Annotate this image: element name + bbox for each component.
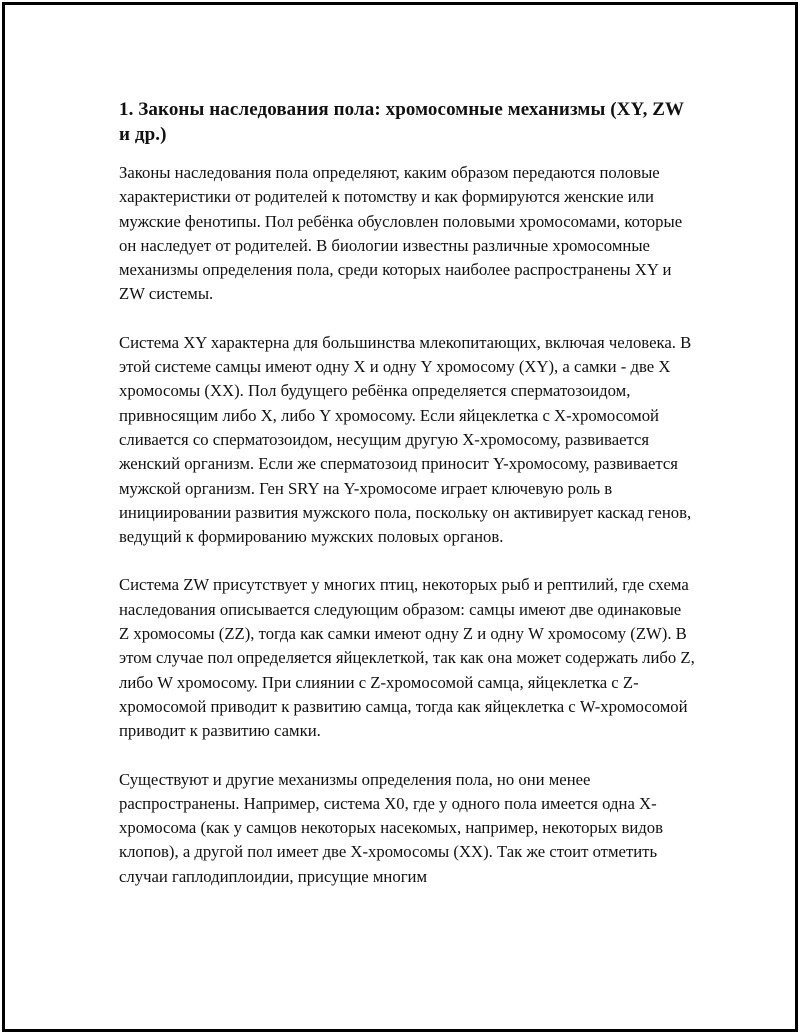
document-body bbox=[119, 97, 695, 913]
page-border bbox=[2, 2, 798, 1032]
paragraph-intro: Законы наследования пола определяют, каким образом передаются половые характеристики от родителей к потомству и как формируются женские или мужские фенотипы. Пол ребёнка обусловлен половыми хромосомами, которые он наследует от родителей. В биологии известны различные хромосомные механизмы определения пола, среди которых наиболее распространены XY и ZW системы. bbox=[119, 163, 683, 304]
paragraph-other-systems: Существуют и другие механизмы определения пола, но они менее распространены. Например, система X0, где у одного пола имеется одна X-хромосома (как у самцов некоторых насекомых, например, некоторых видов клопов), а другой пол имеет две X-хромосомы (XX). Так же стоит отметить случаи гаплодиплоидии, присущие многим bbox=[119, 769, 664, 886]
section-heading: 1. Законы наследования пола: хромосомные механизмы (XY, ZW и др.) bbox=[119, 99, 684, 145]
paragraph-zw-system: Система ZW присутствует у многих птиц, некоторых рыб и рептилий, где схема наследования описывается следующим образом: самцы имеют две одинаковые Z хромосомы (ZZ), тогда как самки имеют одну Z и одну W хромосому (ZW). В этом случае пол определяется яйцеклеткой, так как она может содержать либо Z, либо W хромосому. При слиянии с Z-хромосомой самца, яйцеклетка с Z-хромосомой приводит к развитию самца, тогда как яйцеклетка с W-хромосомой приводит к развитию самки. bbox=[119, 575, 695, 741]
paragraph-xy-system: Система XY характерна для большинства млекопитающих, включая человека. В этой системе самцы имеют одну X и одну Y хромосому (XY), а самки - две X хромосомы (XX). Пол будущего ребёнка определяется сперматозоидом, привносящим либо X, либо Y хромосому. Если яйцеклетка с X-хромосомой сливается со сперматозоидом, несущим другую X-хромосому, развивается женский организм. Если же сперматозоид приносит Y-хромосому, развивается мужской организм. Ген SRY на Y-хромосоме играет ключевую роль в инициировании развития мужского пола, поскольку он активирует каскад генов, ведущий к формированию мужских половых органов. bbox=[119, 332, 692, 547]
